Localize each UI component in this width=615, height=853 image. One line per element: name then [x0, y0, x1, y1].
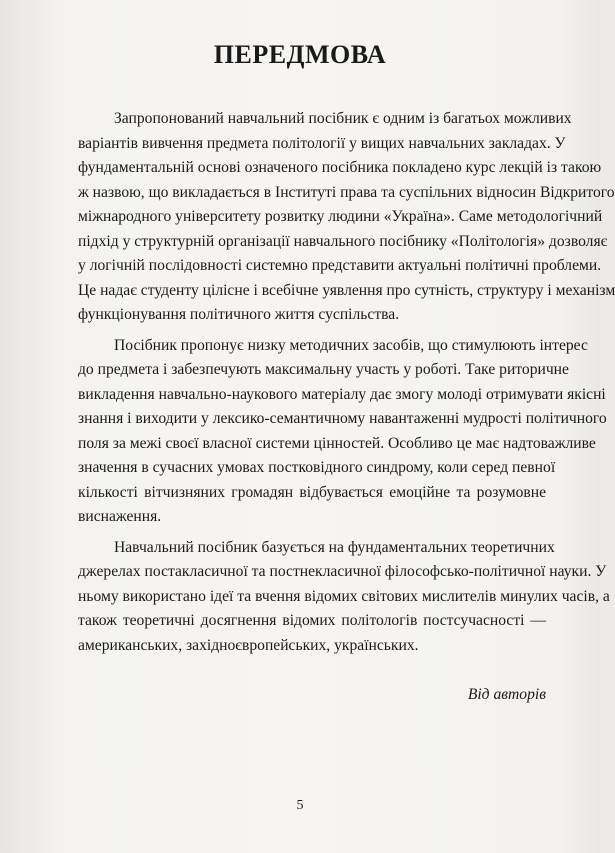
paragraph-line: у логічній послідовності системно представити актуальні політичні проблеми. [78, 257, 602, 274]
paragraph-line: Посібник пропонує низку методичних засобів, що стимулюють інтерес [114, 336, 588, 354]
paragraph-line: Навчальний посібник базується на фундаментальних теоретичних [114, 538, 555, 556]
page-number: 5 [296, 798, 304, 813]
paragraph-line: американських, західноєвропейських, українських. [78, 636, 419, 654]
paragraph-line: міжнародного університету розвитку людини «Україна». Саме методологічний [78, 208, 603, 225]
paragraph-line: фундаментальній основі означеного посібника покладено курс лекцій із такою [78, 159, 602, 176]
page-title: ПЕРЕДМОВА [213, 40, 387, 69]
paragraph-line: ньому використано ідеї та вчення відомих світових мислителів минулих часів, а [78, 587, 610, 605]
paragraph-line: функціонування політичного життя суспільства. [78, 306, 400, 323]
paragraph-line: кількості вітчизняних громадян відбувається емоційне та розумовне [78, 483, 546, 501]
paragraph-line: викладення навчально-наукового матеріалу дає змогу молоді отримувати якісні [78, 385, 606, 403]
paragraph-line: ж назвою, що викладається в Інституті права та суспільних відносин Відкритого [78, 183, 615, 201]
preface-body [78, 107, 615, 664]
paragraph-line: поля за межі своєї власної системи цінностей. Особливо це має надтоважливе [78, 434, 596, 452]
paragraph-line: підхід у структурній організації навчального посібнику «Політологія» дозволяє [78, 232, 608, 250]
paragraph-line: джерелах постакласичної та постнекласичної філософсько-політичної науки. У [78, 563, 607, 580]
author-signature: Від авторів [467, 686, 546, 703]
paragraph-line: Це надає студенту цілісне і всебічне уявлення про сутність, структуру і механізм [78, 281, 615, 299]
paragraph-line: значення в сучасних умовах постковідного синдрому, коли серед певної [78, 459, 556, 476]
paragraph-line: також теоретичні досягнення відомих політологів постсучасності — [78, 612, 546, 629]
paragraph-line: виснаження. [78, 508, 162, 525]
paragraph-line: знання і виходити у лексико-семантичному навантаженні мудрості політичного [78, 410, 607, 427]
paragraph-2 [78, 334, 607, 530]
paragraph-line: варіантів вивчення предмета політології у вищих навчальних закладах. У [78, 134, 566, 152]
paragraph-line: до предмета і забезпечують максимальну участь у роботі. Таке риторичне [78, 361, 569, 378]
paragraph-1 [78, 107, 615, 328]
paragraph-line: Запропонований навчальний посібник є одним із багатьох можливих [114, 110, 572, 127]
paragraph-3 [78, 536, 610, 659]
